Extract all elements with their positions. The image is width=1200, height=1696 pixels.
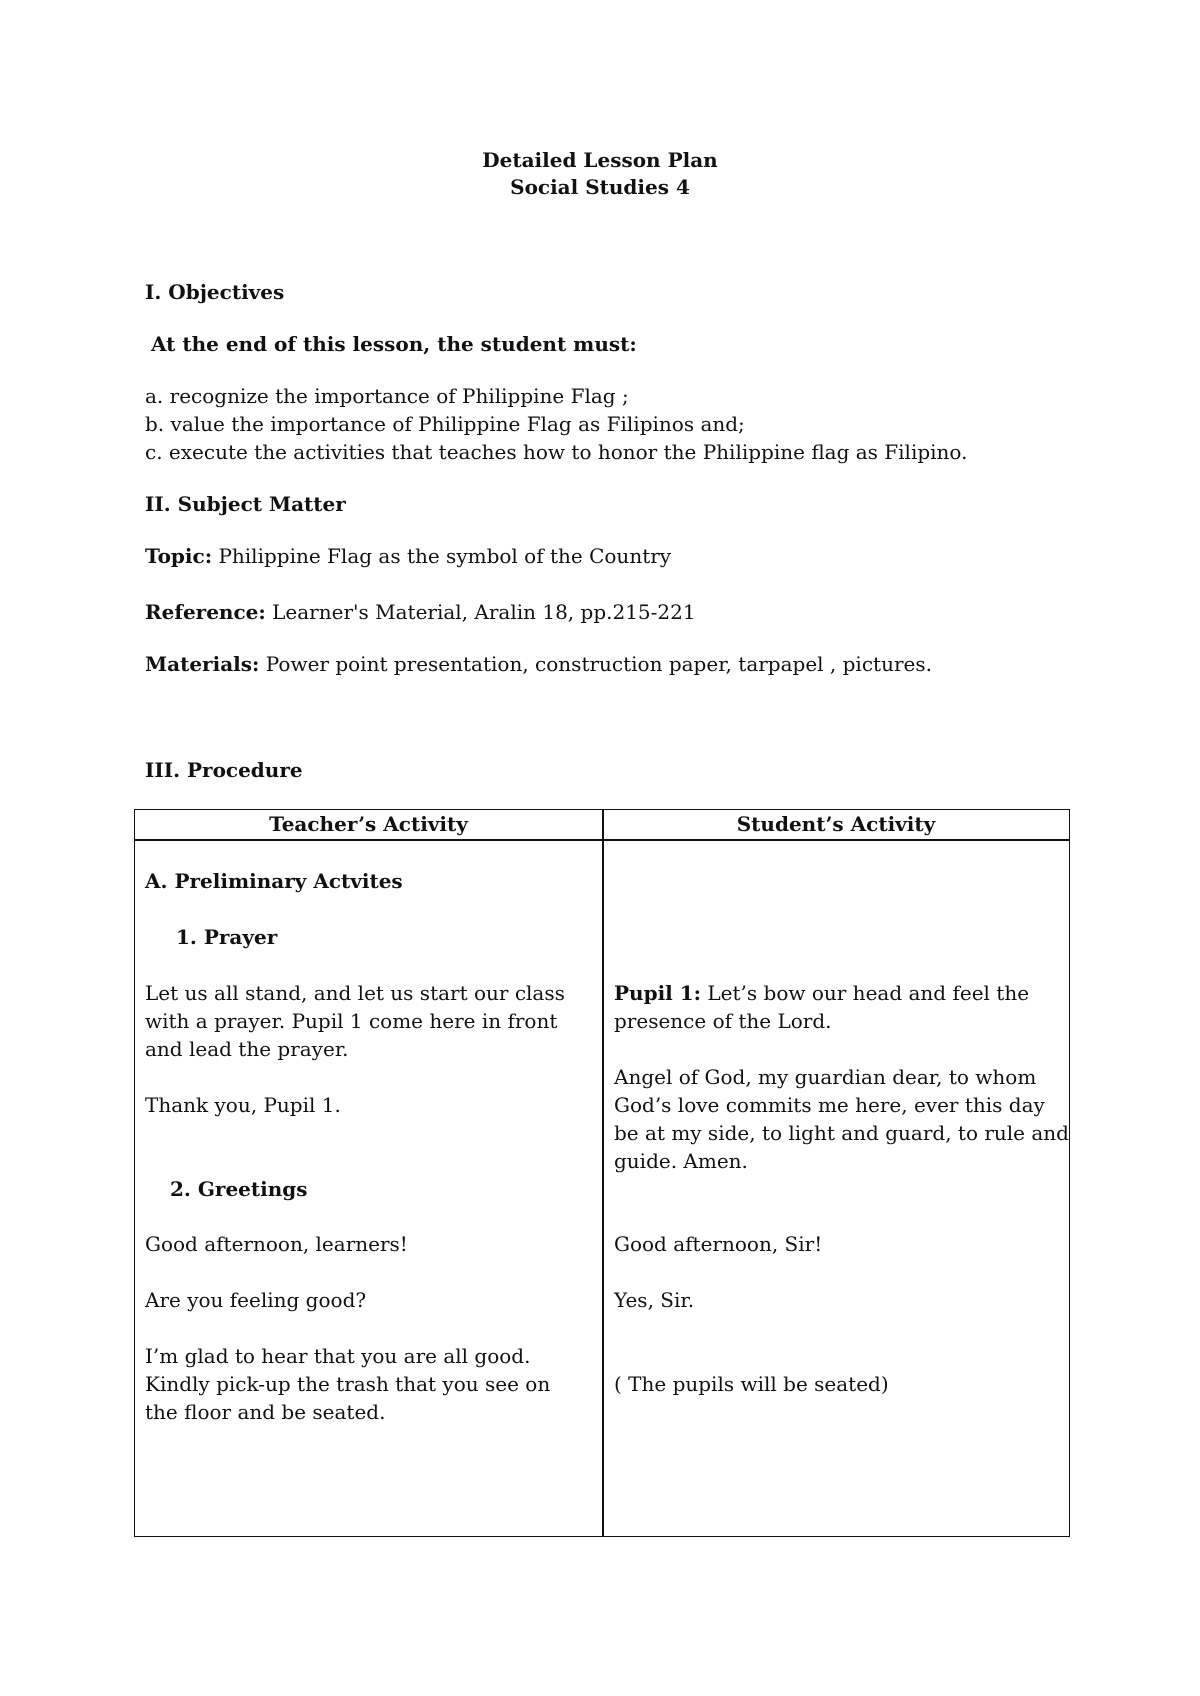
- pupil-line: [614, 979, 1029, 1007]
- procedure-table: [134, 809, 1070, 1537]
- objectives-heading: I. Objectives: [145, 280, 285, 304]
- student-action: ( The pupils will be seated): [614, 1372, 889, 1396]
- reference-line: [145, 598, 696, 626]
- reference-value: Learner's Material, Aralin 18, pp.215-221: [272, 600, 696, 624]
- teacher-instruction-line: I’m glad to hear that you are all good.: [145, 1344, 531, 1368]
- teacher-question: Are you feeling good?: [145, 1288, 367, 1312]
- pupil-text: Let’s bow our head and feel the: [707, 981, 1030, 1005]
- teacher-greeting: Good afternoon, learners!: [145, 1232, 408, 1256]
- teacher-thanks: Thank you, Pupil 1.: [145, 1093, 341, 1117]
- student-greeting: Good afternoon, Sir!: [614, 1232, 823, 1256]
- greetings-heading: 2. Greetings: [170, 1177, 308, 1201]
- teacher-instruction-line: Kindly pick-up the trash that you see on: [145, 1372, 551, 1396]
- pupil-label: Pupil 1:: [614, 981, 702, 1005]
- pupil-line-2: presence of the Lord.: [614, 1009, 832, 1033]
- objective-item: b. value the importance of Philippine Flag as Filipinos and;: [145, 412, 745, 436]
- student-prayer-line: guide. Amen.: [614, 1149, 748, 1173]
- student-column-header: Student’s Activity: [736, 812, 936, 836]
- topic-value: Philippine Flag as the symbol of the Country: [218, 544, 672, 568]
- materials-label: Materials:: [145, 652, 260, 676]
- header-divider: [135, 839, 1069, 841]
- column-divider: [602, 810, 604, 1536]
- procedure-heading: III. Procedure: [145, 758, 303, 782]
- materials-line: [145, 650, 932, 678]
- preliminary-heading: A. Preliminary Actvites: [145, 869, 403, 893]
- objectives-intro: At the end of this lesson, the student must:: [151, 332, 637, 356]
- topic-line: [145, 542, 671, 570]
- teacher-prayer-line: and lead the prayer.: [145, 1037, 349, 1061]
- teacher-prayer-line: Let us all stand, and let us start our class: [145, 981, 565, 1005]
- materials-value: Power point presentation, construction paper, tarpapel , pictures.: [265, 652, 932, 676]
- subject-matter-heading: II. Subject Matter: [145, 492, 346, 516]
- student-prayer-line: be at my side, to light and guard, to rule and: [614, 1121, 1069, 1145]
- teacher-instruction-line: the floor and be seated.: [145, 1400, 386, 1424]
- doc-subtitle: Social Studies 4: [510, 175, 690, 199]
- prayer-heading: 1. Prayer: [176, 925, 278, 949]
- objective-item: a. recognize the importance of Philippine Flag ;: [145, 384, 629, 408]
- doc-title: Detailed Lesson Plan: [482, 148, 718, 172]
- student-answer: Yes, Sir.: [614, 1288, 695, 1312]
- objective-item: c. execute the activities that teaches how to honor the Philippine flag as Filipino.: [145, 440, 968, 464]
- topic-label: Topic:: [145, 544, 213, 568]
- reference-label: Reference:: [145, 600, 266, 624]
- student-prayer-line: God’s love commits me here, ever this day: [614, 1093, 1045, 1117]
- teacher-column-header: Teacher’s Activity: [269, 812, 468, 836]
- student-prayer-line: Angel of God, my guardian dear, to whom: [614, 1065, 1037, 1089]
- teacher-prayer-line: with a prayer. Pupil 1 come here in front: [145, 1009, 558, 1033]
